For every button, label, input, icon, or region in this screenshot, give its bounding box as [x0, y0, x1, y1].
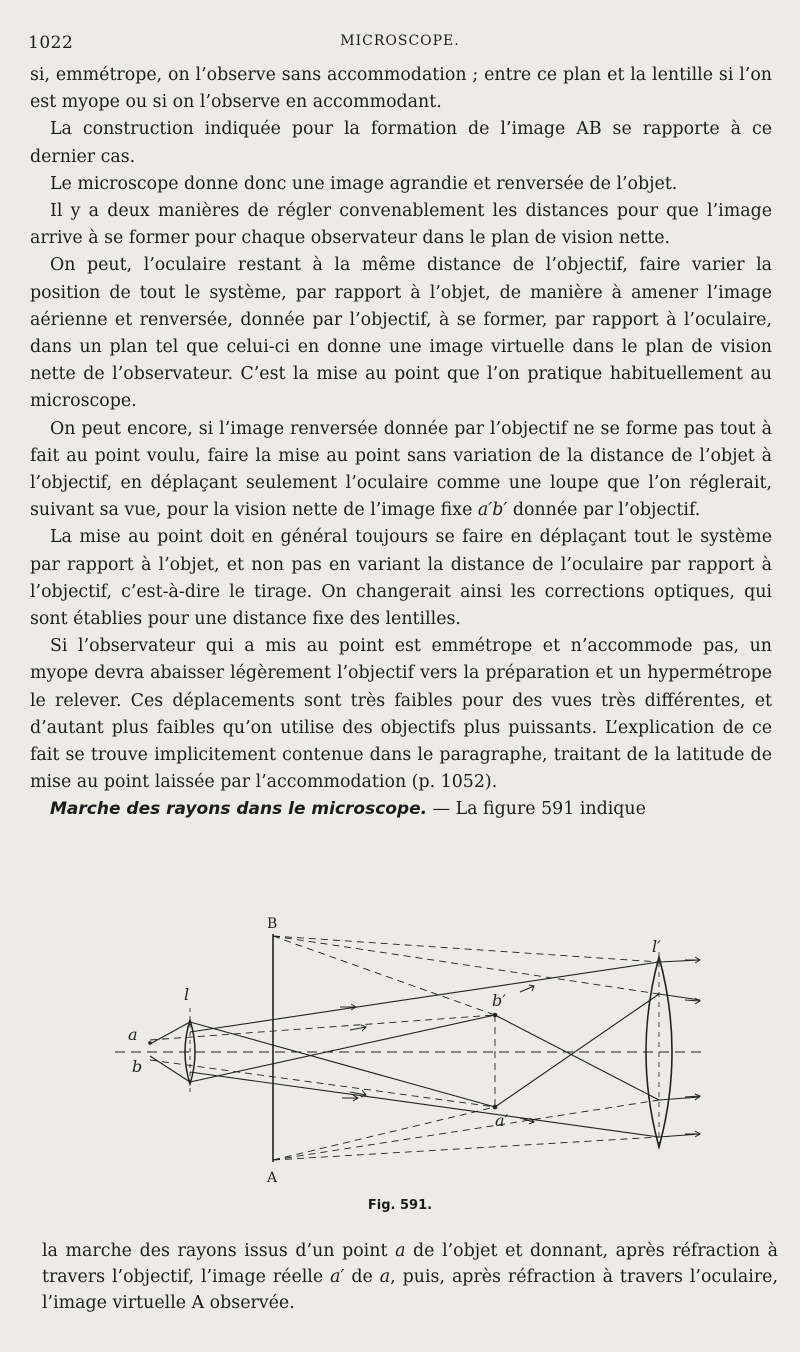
section-heading-line	[30, 796, 772, 823]
paragraph-text: , puis, après réfraction à travers l’oculaire, l’image virtuelle A observée.	[42, 1267, 778, 1313]
diagram-labels	[128, 916, 661, 1186]
closing-text	[42, 1238, 778, 1316]
image-point-symbol: a′	[330, 1267, 345, 1287]
figure-caption: Fig. 591.	[367, 1198, 433, 1213]
paragraph-text: On peut encore, si l’image renversée donnée par l’objectif ne se forme pas tout à fait au point voulu, faire la mise au point sans variation de la distance de l’objet à l’objectif, en déplaçant seulement l’oculaire comme une loupe que l’on réglerait, suivant sa vue, pour la vision nette de l’image fixe	[30, 418, 772, 521]
paragraph-text: de	[344, 1267, 380, 1287]
label-b-prime: b′	[492, 991, 506, 1010]
image-symbol: a′b′	[477, 500, 508, 521]
page-number: 1022	[28, 33, 74, 53]
paragraph: La mise au point doit en général toujours se faire en déplaçant tout le système par rapport à l’objet, et non pas en variant la distance de l’oculaire par rapport à l’objectif, c’est-à-dire le tirage. On changerait ainsi les corrections optiques, qui sont établies pour une distance fixe des lentilles.	[30, 527, 772, 630]
point-symbol: a	[395, 1241, 406, 1261]
page-header	[28, 33, 772, 57]
running-title: MICROSCOPE.	[340, 33, 460, 49]
section-text: — La figure 591 indique	[427, 799, 646, 820]
paragraph: si, emmétrope, on l’observe sans accommodation ; entre ce plan et la lentille si l’on est myope ou si on l’observe en accommodant.	[30, 65, 772, 113]
paragraph-text: donnée par l’objectif.	[507, 500, 701, 521]
paragraph: Si l’observateur qui a mis au point est emmétrope et n’accommode pas, un myope devra abaisser légèrement l’objectif vers la préparation et un hypermétrope le relever. Ces déplacements sont très faibles pour des vues très différentes, et d’autant plus faibles qu’on utilise des objectifs plus puissants. L’explication de ce fait se trouve implicitement contenue dans le paragraphe, traitant de la latitude de mise au point laissée par l’accommodation (p. 1052).	[30, 636, 772, 793]
paragraph	[30, 416, 772, 525]
label-a-prime: a′	[495, 1111, 509, 1130]
paragraph-text: de l’objet et donnant, après réfraction à travers l’objectif, l’image réelle	[42, 1241, 778, 1287]
label-B: B	[267, 916, 278, 932]
paragraph: Le microscope donne donc une image agrandie et renversée de l’objet.	[50, 173, 678, 194]
paragraph	[42, 1238, 778, 1316]
main-text	[30, 62, 772, 824]
paragraph-text: la marche des rayons issus d’un point	[42, 1241, 396, 1261]
label-l-prime: l′	[652, 937, 661, 956]
label-a: a	[128, 1025, 138, 1044]
paragraph: Il y a deux manières de régler convenablement les distances pour que l’image arrive à se former pour chaque observateur dans le plan de vision nette.	[30, 201, 772, 249]
label-b: b	[132, 1057, 143, 1076]
paragraph: La construction indiquée pour la formation de l’image AB se rapporte à ce dernier cas.	[30, 119, 772, 167]
real-rays	[150, 960, 700, 1137]
section-heading: Marche des rayons dans le microscope.	[50, 799, 428, 820]
ray-diagram	[110, 912, 710, 1192]
label-l: l	[184, 985, 190, 1004]
paragraph: On peut, l’oculaire restant à la même distance de l’objectif, faire varier la position de tout le système, par rapport à l’objet, de manière à amener l’image aérienne et renversée, donnée par l’objectif, à se former, par rapport à l’oculaire, dans un plan tel que celui-ci en donne une image virtuelle dans le plan de vision nette de l’observateur. C’est la mise au point que l’on pratique habituellement au microscope.	[30, 255, 772, 412]
point-symbol: a	[379, 1267, 391, 1287]
label-A: A	[267, 1170, 278, 1186]
